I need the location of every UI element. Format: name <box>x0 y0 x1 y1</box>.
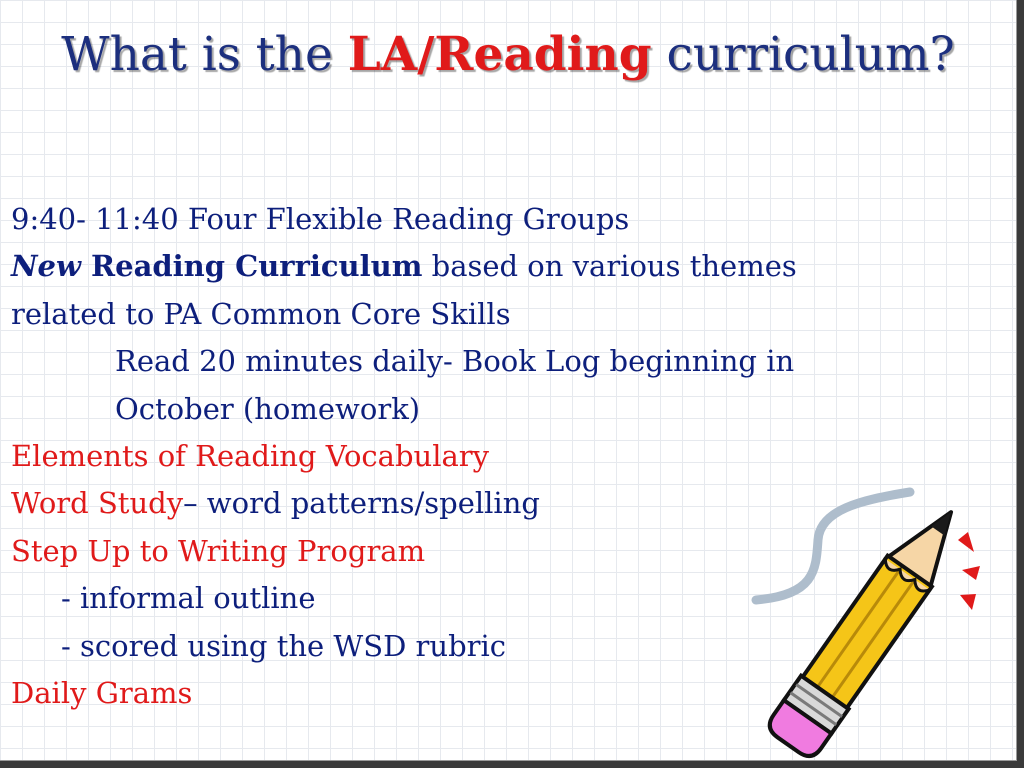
read-line-2: October (homework) <box>115 391 421 426</box>
curriculum-rest: based on various themes <box>422 249 797 284</box>
daily-grams-line: Daily Grams <box>11 676 193 711</box>
schedule-line: 9:40- 11:40 Four Flexible Reading Groups <box>11 202 630 236</box>
title-suffix: curriculum? <box>651 27 955 82</box>
pencil-clipart-icon <box>740 470 1000 760</box>
title-highlight: LA/Reading <box>347 27 652 82</box>
bullet-informal-outline: - informal outline <box>61 581 316 616</box>
curriculum-cont-line: related to PA Common Core Skills <box>11 296 511 331</box>
curriculum-line <box>11 243 931 290</box>
read-line-1: Read 20 minutes daily- Book Log beginning in <box>115 344 795 379</box>
elements-line: Elements of Reading Vocabulary <box>11 439 490 474</box>
slide-title <box>0 28 1016 82</box>
curriculum-new: New <box>11 249 81 284</box>
title-prefix: What is the <box>61 27 348 82</box>
action-mark-3 <box>960 594 976 610</box>
action-mark-1 <box>958 532 974 552</box>
curriculum-bold: Reading Curriculum <box>80 249 423 284</box>
bullet-scored-rubric: - scored using the WSD rubric <box>61 628 507 663</box>
word-study-rest: – word patterns/spelling <box>183 486 540 521</box>
action-mark-2 <box>962 566 980 580</box>
word-study-label: Word Study <box>11 486 184 521</box>
step-up-line: Step Up to Writing Program <box>11 533 426 568</box>
